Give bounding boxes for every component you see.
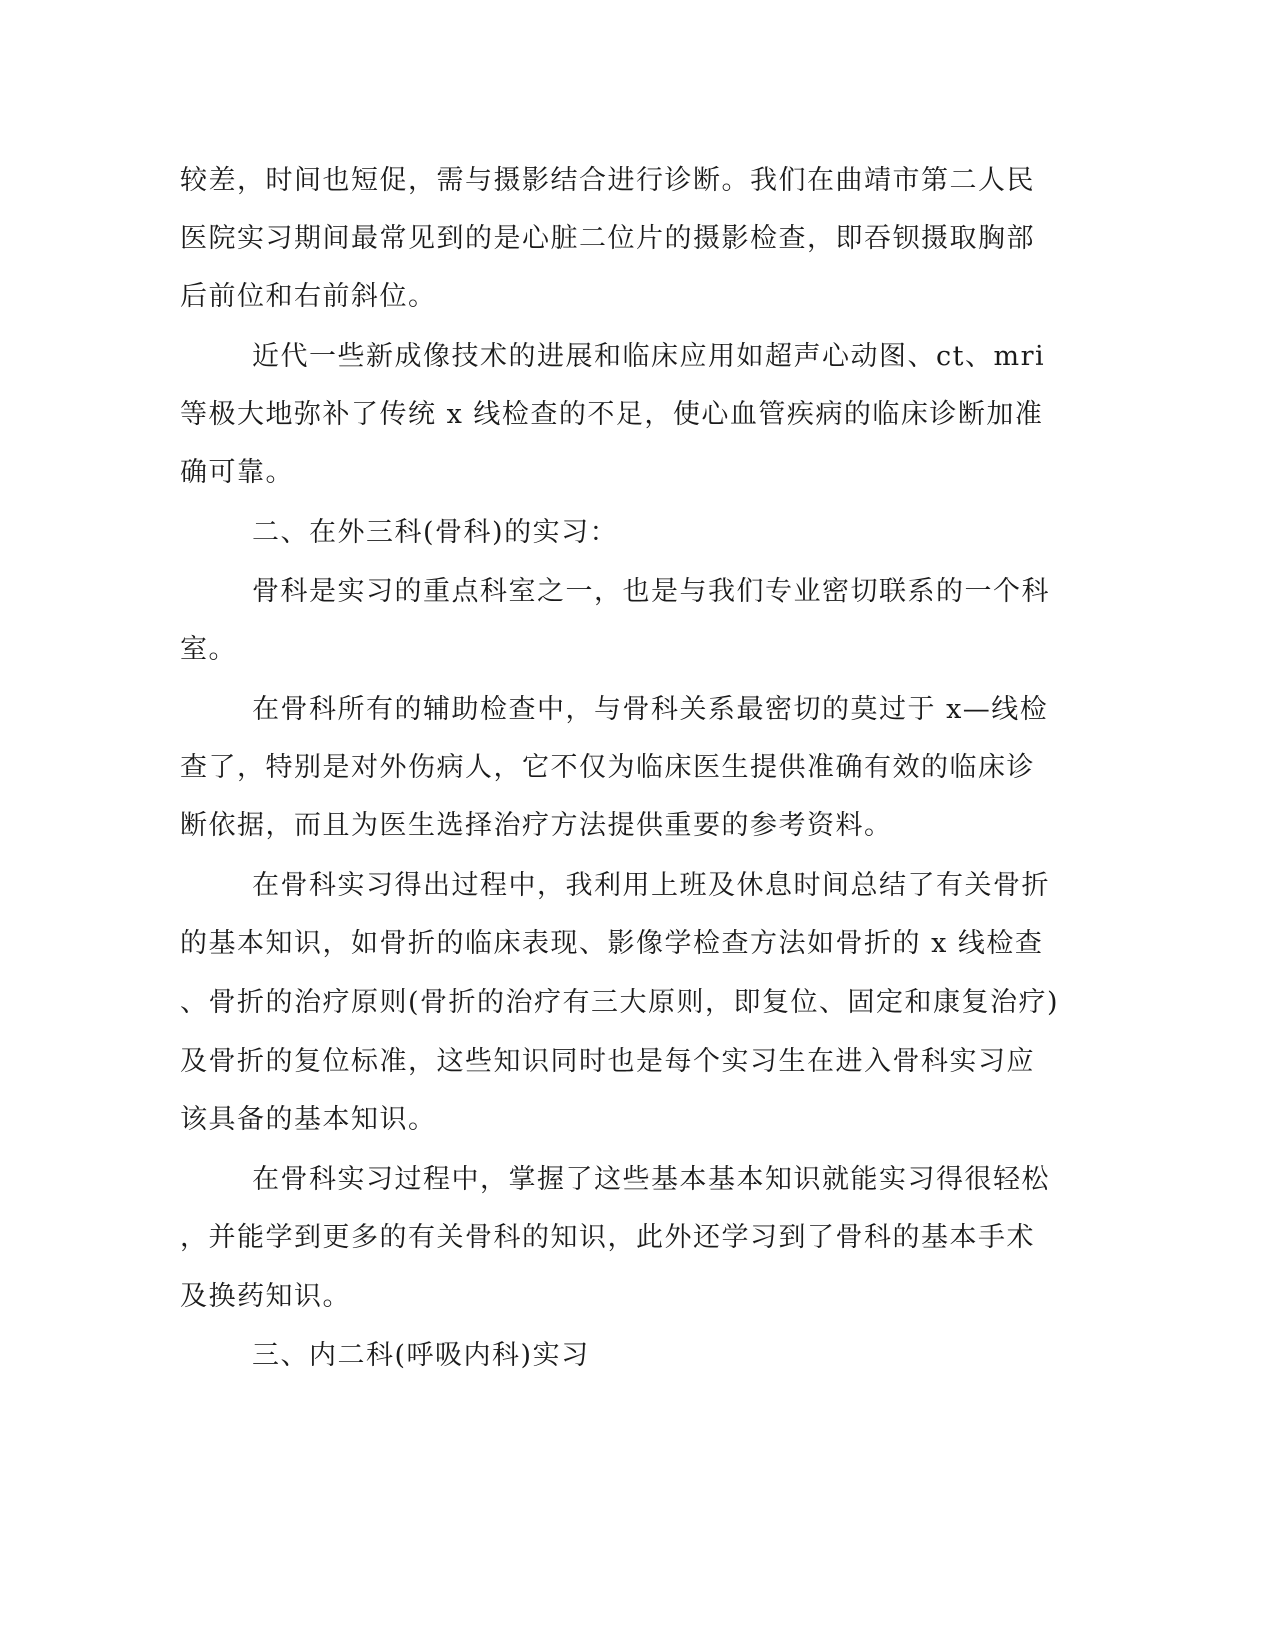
text-line: ，并能学到更多的有关骨科的知识，此外还学习到了骨科的基本手术 xyxy=(180,1222,1035,1253)
text-line: 及骨折的复位标准，这些知识同时也是每个实习生在进入骨科实习应 xyxy=(180,1046,1035,1077)
text-line: 该具备的基本知识。 xyxy=(180,1104,437,1135)
text-line: 在骨科实习过程中，掌握了这些基本基本知识就能实习得很轻松 xyxy=(252,1164,1050,1195)
text-line: 断依据，而且为医生选择治疗方法提供重要的参考资料。 xyxy=(180,810,893,841)
text-line: 骨科是实习的重点科室之一，也是与我们专业密切联系的一个科 xyxy=(252,576,1050,607)
text-line: 的基本知识，如骨折的临床表现、影像学检查方法如骨折的 x 线检查 xyxy=(180,928,1044,959)
text-line: 在骨科所有的辅助检查中，与骨科关系最密切的莫过于 x—线检 xyxy=(252,694,1049,725)
text-line: 、骨折的治疗原则(骨折的治疗有三大原则，即复位、固定和康复治疗) xyxy=(180,987,1060,1018)
text-line: 较差，时间也短促，需与摄影结合进行诊断。我们在曲靖市第二人民 xyxy=(180,165,1035,196)
text-line: 后前位和右前斜位。 xyxy=(180,281,437,312)
text-line: 医院实习期间最常见到的是心脏二位片的摄影检查，即吞钡摄取胸部 xyxy=(180,223,1035,254)
text-line: 近代一些新成像技术的进展和临床应用如超声心动图、ct、mri xyxy=(252,341,1046,372)
text-line: 查了，特别是对外伤病人，它不仅为临床医生提供准确有效的临床诊 xyxy=(180,752,1035,783)
section-heading: 二、在外三科(骨科)的实习： xyxy=(252,517,619,548)
section-heading: 三、内二科(呼吸内科)实习 xyxy=(252,1340,590,1371)
text-line: 确可靠。 xyxy=(180,457,294,488)
text-line: 室。 xyxy=(180,634,237,665)
text-line: 等极大地弥补了传统 x 线检查的不足，使心血管疾病的临床诊断加准 xyxy=(180,399,1044,430)
text-line: 及换药知识。 xyxy=(180,1281,351,1312)
text-line: 在骨科实习得出过程中，我利用上班及休息时间总结了有关骨折 xyxy=(252,870,1050,901)
